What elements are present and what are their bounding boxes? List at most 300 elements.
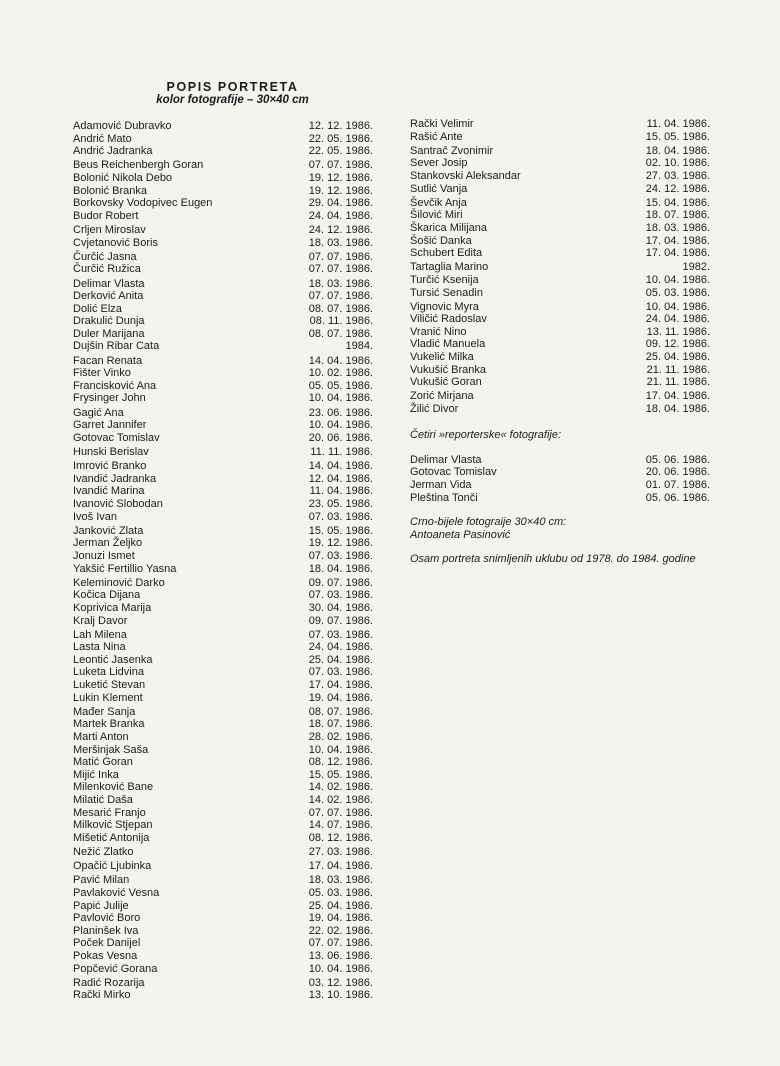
list-item: [73, 380, 373, 393]
portrait-name: Vranić Nino: [410, 325, 467, 338]
portrait-name: Zorić Mirjana: [410, 390, 474, 403]
portrait-date: 15. 04. 1986.: [645, 196, 710, 209]
portrait-name: Mesarić Franjo: [73, 806, 146, 819]
portrait-name: Čurčić Ružica: [73, 263, 141, 276]
portrait-name: Papić Julije: [73, 899, 129, 912]
portrait-date: 23. 05. 1986.: [308, 497, 373, 510]
portrait-date: 17. 04. 1986.: [308, 679, 373, 692]
list-item: [410, 157, 710, 170]
letter-group: [73, 407, 373, 445]
portrait-name: Vukušić Branka: [410, 363, 487, 376]
list-item: [410, 326, 710, 339]
letter-group: [73, 446, 373, 459]
portrait-date: 10. 04. 1986.: [645, 300, 710, 313]
list-item: [73, 525, 373, 538]
portrait-name: Meršinjak Saša: [73, 743, 149, 756]
portrait-name: Koprivica Marija: [73, 601, 152, 614]
list-item: [73, 237, 373, 250]
letter-group: [410, 118, 710, 143]
list-item: [410, 479, 710, 492]
portrait-name: Adamović Dubravko: [73, 120, 172, 132]
portrait-date: 10. 04. 1986.: [308, 392, 373, 405]
portrait-name: Mijić Inka: [73, 768, 119, 781]
portrait-date: 14. 02. 1986.: [308, 794, 373, 806]
portrait-date: 14. 07. 1986.: [308, 819, 373, 832]
list-item: [410, 364, 710, 377]
list-item: [73, 589, 373, 602]
portrait-date: 29. 04. 1986.: [308, 197, 373, 210]
portrait-name: Gagić Ana: [73, 406, 124, 419]
list-item: [410, 492, 710, 505]
page-subtitle: kolor fotografije – 30×40 cm: [156, 94, 309, 106]
portrait-name: Derković Anita: [73, 290, 144, 303]
list-item: [73, 602, 373, 615]
list-item: [73, 846, 373, 859]
list-item: [73, 485, 373, 498]
portrait-date: 01. 07. 1986.: [645, 479, 710, 491]
letter-group: [73, 224, 373, 249]
list-item: [410, 351, 710, 364]
list-item: [73, 224, 373, 237]
list-item: [73, 744, 373, 757]
portrait-name: Lah Milena: [73, 628, 127, 641]
list-item: [73, 133, 373, 146]
list-item: [73, 185, 373, 198]
bw-name: Antoaneta Pasinović: [410, 528, 511, 541]
portrait-name: Ivanović Slobodan: [73, 497, 163, 510]
portrait-date: 24. 12. 1986.: [308, 223, 373, 236]
list-item: [410, 390, 710, 403]
portrait-name: Delimar Vlasta: [73, 277, 145, 290]
letter-group: [73, 525, 373, 575]
portrait-date: 19. 12. 1986.: [308, 171, 373, 184]
portrait-date: 13. 06. 1986.: [308, 949, 373, 962]
portrait-date: 09. 07. 1986.: [308, 576, 373, 589]
portrait-date: 18. 03. 1986.: [308, 277, 373, 290]
list-item: [410, 261, 710, 274]
portrait-date: 08. 12. 1986.: [308, 831, 373, 844]
portrait-name: Nežić Zlatko: [73, 845, 134, 858]
portrait-name: Jonuzi Ismet: [73, 549, 135, 562]
portrait-date: 12. 04. 1986.: [308, 472, 373, 485]
portrait-name: Duler Marijana: [73, 327, 145, 340]
list-item: [73, 860, 373, 873]
portrait-date: 18. 04. 1986.: [645, 144, 710, 157]
list-item: [73, 419, 373, 432]
letter-group: [410, 197, 710, 260]
portrait-date: 20. 06. 1986.: [308, 431, 373, 444]
portrait-name: Ivoš Ivan: [73, 510, 118, 523]
list-item: [73, 989, 373, 1002]
list-item: [73, 367, 373, 380]
portrait-date: 07. 07. 1986.: [308, 937, 373, 950]
list-item: [410, 131, 710, 144]
portrait-date: 13. 10. 1986.: [308, 989, 373, 1002]
list-item: [73, 251, 373, 264]
reporter-list: [410, 454, 710, 504]
portrait-date: 05. 06. 1986.: [645, 453, 710, 466]
list-item: [73, 210, 373, 223]
portrait-date: 18. 03. 1986.: [308, 874, 373, 887]
right-column: [410, 118, 710, 566]
list-item: [73, 172, 373, 185]
portrait-name: Sever Josip: [410, 157, 468, 170]
portrait-name: Ševčik Anja: [410, 196, 467, 209]
portrait-date: 19. 04. 1986.: [308, 912, 373, 925]
list-item: [73, 692, 373, 705]
list-item: [73, 925, 373, 938]
right-column-list: [410, 118, 710, 416]
list-item: [73, 263, 373, 276]
portrait-date: 25. 04. 1986.: [308, 653, 373, 666]
portrait-name: Rašić Ante: [410, 130, 463, 143]
list-item: [410, 247, 710, 260]
portrait-name: Fišter Vinko: [73, 367, 131, 380]
list-item: [73, 718, 373, 731]
list-item: [73, 197, 373, 210]
portrait-date: 18. 07. 1986.: [308, 718, 373, 731]
portrait-date: 27. 03. 1986.: [308, 845, 373, 858]
portrait-date: 05. 06. 1986.: [645, 491, 710, 504]
list-item: [73, 781, 373, 794]
portrait-name: Pleština Tonči: [410, 491, 478, 504]
portrait-name: Kočica Dijana: [73, 589, 141, 602]
list-item: [73, 473, 373, 486]
portrait-name: Pavlović Boro: [73, 912, 141, 925]
portrait-date: 25. 04. 1986.: [645, 351, 710, 364]
portrait-name: Delimar Vlasta: [410, 453, 482, 466]
portrait-date: 17. 04. 1986.: [645, 234, 710, 247]
portrait-name: Vladić Manuela: [410, 338, 486, 351]
list-item: [73, 340, 373, 353]
portrait-date: 07. 07. 1986.: [308, 806, 373, 819]
portrait-name: Vignovic Myra: [410, 300, 479, 313]
portrait-name: Žilić Divor: [410, 403, 459, 416]
portrait-name: Sutlić Vanja: [410, 182, 468, 195]
reporter-heading: Četiri »reporterske« fotografije:: [410, 429, 562, 442]
portrait-date: 03. 12. 1986.: [308, 976, 373, 989]
portrait-name: Janković Zlata: [73, 524, 144, 537]
list-item: [73, 432, 373, 445]
list-item: [73, 460, 373, 473]
list-item: [73, 900, 373, 913]
list-item: [73, 303, 373, 316]
bw-heading: Crno-bijele fotograije 30×40 cm:: [410, 516, 567, 529]
left-column: [73, 120, 373, 1003]
portrait-name: Bolonić Nikola Debo: [73, 171, 173, 184]
portrait-date: 10. 02. 1986.: [308, 367, 373, 380]
portrait-name: Schubert Edita: [410, 247, 483, 260]
letter-group: [73, 629, 373, 705]
portrait-name: Čurčić Jasna: [73, 250, 137, 263]
portrait-date: 05. 03. 1986.: [308, 886, 373, 899]
list-item: [410, 235, 710, 248]
portrait-date: 24. 04. 1986.: [308, 209, 373, 222]
portrait-name: Frysinger John: [73, 392, 146, 405]
portrait-date: 10. 04. 1986.: [308, 962, 373, 975]
portrait-date: 18. 03. 1986.: [645, 221, 710, 234]
list-item: [73, 977, 373, 990]
portrait-date: 24. 12. 1986.: [645, 182, 710, 195]
letter-group: [73, 159, 373, 222]
list-item: [73, 950, 373, 963]
list-item: [410, 197, 710, 210]
portrait-date: 24. 04. 1986.: [308, 641, 373, 654]
portrait-name: Marti Anton: [73, 731, 129, 744]
portrait-name: Beus Reichenbergh Goran: [73, 159, 204, 172]
list-item: [73, 887, 373, 900]
portrait-date: 18. 04. 1986.: [308, 562, 373, 575]
portrait-date: 22. 05. 1986.: [308, 145, 373, 158]
portrait-name: Škarica Milijana: [410, 221, 488, 234]
portrait-name: Pavlaković Vesna: [73, 886, 160, 899]
portrait-name: Gotovac Tomislav: [410, 466, 497, 479]
list-item: [73, 145, 373, 158]
portrait-name: Tartaglia Marino: [410, 261, 489, 274]
list-item: [410, 183, 710, 196]
portrait-name: Imrović Branko: [73, 460, 147, 473]
portrait-date: 18. 03. 1986.: [308, 236, 373, 249]
portrait-name: Martek Branka: [73, 718, 145, 731]
list-item: [73, 120, 373, 133]
portrait-date: 07. 03. 1986.: [308, 589, 373, 602]
portrait-date: 09. 07. 1986.: [308, 614, 373, 627]
portrait-date: 09. 12. 1986.: [645, 338, 710, 351]
portrait-name: Andrić Mato: [73, 132, 132, 145]
portrait-name: Šošić Danka: [410, 234, 472, 247]
list-item: [73, 537, 373, 550]
portrait-date: 18. 04. 1986.: [645, 403, 710, 416]
portrait-date: 11. 04. 1986.: [646, 118, 710, 130]
letter-group: [73, 460, 373, 523]
list-item: [73, 912, 373, 925]
list-item: [73, 159, 373, 172]
list-item: [410, 222, 710, 235]
portrait-name: Milenković Bane: [73, 781, 154, 794]
portrait-name: Turčić Ksenija: [410, 273, 479, 286]
list-item: [73, 679, 373, 692]
portrait-name: Budor Robert: [73, 209, 139, 222]
list-item: [410, 287, 710, 300]
portrait-name: Crljen Miroslav: [73, 223, 146, 236]
portrait-date: 17. 04. 1986.: [308, 860, 373, 873]
portrait-name: Poček Danijel: [73, 937, 141, 950]
list-item: [73, 315, 373, 328]
portrait-date: 08. 07. 1986.: [308, 705, 373, 718]
letter-group: [73, 577, 373, 627]
portrait-name: Dujšin Ribar Cata: [73, 340, 160, 353]
portrait-name: Francisković Ana: [73, 379, 157, 392]
portrait-name: Luketić Stevan: [73, 679, 146, 692]
letter-group: [410, 390, 710, 415]
list-item: [410, 118, 710, 131]
list-item: [73, 769, 373, 782]
portrait-date: 11. 11. 1986.: [310, 446, 373, 458]
letter-group: [73, 278, 373, 354]
list-item: [73, 874, 373, 887]
letter-group: [410, 261, 710, 299]
portrait-date: 17. 04. 1986.: [645, 390, 710, 403]
portrait-name: Opačić Ljubinka: [73, 860, 152, 873]
portrait-name: Rački Mirko: [73, 989, 131, 1002]
portrait-name: Radić Rozarija: [73, 976, 145, 989]
letter-group: [73, 251, 373, 276]
list-item: [73, 641, 373, 654]
portrait-name: Leontić Jasenka: [73, 653, 153, 666]
portrait-name: Pavić Milan: [73, 874, 130, 887]
portrait-name: Mađer Sanja: [73, 705, 136, 718]
portrait-name: Cvjetanović Boris: [73, 236, 158, 249]
list-item: [73, 278, 373, 291]
list-item: [73, 498, 373, 511]
portrait-name: Luketa Lidvina: [73, 666, 144, 679]
portrait-name: Andrić Jadranka: [73, 145, 153, 158]
portrait-date: 05. 05. 1986.: [308, 379, 373, 392]
portrait-date: 22. 05. 1986.: [308, 132, 373, 145]
portrait-name: Hunski Berislav: [73, 446, 149, 458]
letter-group: [73, 874, 373, 975]
list-item: [73, 937, 373, 950]
list-item: [73, 666, 373, 679]
portrait-date: 11. 04. 1986.: [309, 485, 373, 498]
portrait-date: 15. 05. 1986.: [308, 524, 373, 537]
portrait-name: Ivandić Jadranka: [73, 472, 157, 485]
portrait-date: 07. 03. 1986.: [308, 510, 373, 523]
portrait-name: Planinšek Iva: [73, 924, 139, 937]
portrait-date: 07. 03. 1986.: [308, 628, 373, 641]
portrait-date: 05. 03. 1986.: [645, 286, 710, 299]
list-item: [73, 654, 373, 667]
letter-group: [73, 120, 373, 158]
letter-group: [73, 846, 373, 859]
portrait-date: 1982.: [682, 261, 710, 274]
portrait-name: Garret Jannifer: [73, 419, 147, 432]
list-item: [73, 794, 373, 807]
portrait-name: Facan Renata: [73, 354, 143, 367]
portrait-name: Santrač Zvonimir: [410, 144, 494, 157]
list-item: [73, 706, 373, 719]
portrait-date: 08. 11. 1986.: [309, 315, 373, 328]
portrait-date: 08. 07. 1986.: [308, 327, 373, 340]
portrait-date: 14. 02. 1986.: [308, 781, 373, 794]
portrait-date: 10. 04. 1986.: [308, 743, 373, 756]
portrait-date: 08. 07. 1986.: [308, 302, 373, 315]
portrait-name: Gotovac Tomislav: [73, 431, 160, 444]
portrait-date: 19. 12. 1986.: [308, 184, 373, 197]
list-item: [410, 145, 710, 158]
list-item: [73, 963, 373, 976]
page-title: POPIS PORTRETA: [166, 80, 299, 94]
portrait-date: 10. 04. 1986.: [645, 273, 710, 286]
letter-group: [73, 860, 373, 873]
list-item: [410, 403, 710, 416]
portrait-name: Borkovsky Vodopivec Eugen: [73, 197, 213, 210]
portrait-name: Viličić Radoslav: [410, 313, 487, 326]
list-item: [410, 466, 710, 479]
list-item: [73, 819, 373, 832]
portrait-date: 18. 07. 1986.: [645, 209, 710, 222]
portrait-date: 19. 04. 1986.: [308, 691, 373, 704]
portrait-name: Ivandić Marina: [73, 485, 145, 498]
portrait-date: 27. 03. 1986.: [645, 169, 710, 182]
letter-group: [410, 145, 710, 195]
portrait-date: 02. 10. 1986.: [645, 157, 710, 170]
portrait-name: Yakšić Fertillio Yasna: [73, 562, 177, 575]
portrait-date: 19. 12. 1986.: [308, 537, 373, 550]
portrait-date: 30. 04. 1986.: [308, 601, 373, 614]
club-note: Osam portreta snimljenih uklubu od 1978. do 1984. godine: [410, 553, 696, 566]
list-item: [73, 577, 373, 590]
portrait-name: Rački Velimir: [410, 118, 474, 130]
portrait-name: Vukušić Goran: [410, 376, 482, 389]
portrait-name: Matić Goran: [73, 756, 133, 769]
portrait-date: 23. 06. 1986.: [308, 406, 373, 419]
letter-group: [73, 977, 373, 1002]
portrait-name: Lukin Klement: [73, 691, 143, 704]
portrait-date: 25. 04. 1986.: [308, 899, 373, 912]
portrait-name: Jerman Vida: [410, 479, 472, 491]
list-item: [73, 446, 373, 459]
portrait-date: 14. 04. 1986.: [308, 460, 373, 473]
portrait-name: Keleminović Darko: [73, 576, 165, 589]
portrait-date: 07. 03. 1986.: [308, 549, 373, 562]
portrait-name: Stankovski Aleksandar: [410, 169, 521, 182]
portrait-date: 21. 11. 1986.: [646, 363, 710, 376]
portrait-date: 1984.: [345, 340, 373, 353]
list-item: [410, 301, 710, 314]
list-item: [410, 313, 710, 326]
list-item: [410, 209, 710, 222]
list-item: [410, 170, 710, 183]
portrait-date: 07. 03. 1986.: [308, 666, 373, 679]
letter-group: [410, 301, 710, 389]
portrait-date: 12. 12. 1986.: [308, 120, 373, 132]
portrait-name: Mišetić Antonija: [73, 831, 150, 844]
portrait-date: 21. 11. 1986.: [646, 376, 710, 389]
portrait-date: 07. 07. 1986.: [308, 250, 373, 263]
portrait-name: Drakulić Dunja: [73, 315, 145, 328]
portrait-date: 13. 11. 1986.: [646, 325, 710, 338]
letter-group: [73, 706, 373, 845]
list-item: [73, 407, 373, 420]
list-item: [73, 328, 373, 341]
portrait-date: 14. 04. 1986.: [308, 354, 373, 367]
portrait-date: 15. 05. 1986.: [645, 130, 710, 143]
list-item: [410, 338, 710, 351]
portrait-name: Jerman Željko: [73, 537, 143, 550]
list-item: [73, 756, 373, 769]
portrait-name: Pokas Vesna: [73, 949, 138, 962]
portrait-date: 07. 07. 1986.: [308, 290, 373, 303]
list-item: [73, 392, 373, 405]
list-item: [73, 355, 373, 368]
portrait-date: 10. 04. 1986.: [308, 419, 373, 432]
portrait-date: 24. 04. 1986.: [645, 313, 710, 326]
list-item: [73, 615, 373, 628]
portrait-name: Bolonić Branka: [73, 184, 147, 197]
portrait-name: Vukelić Milka: [410, 351, 474, 364]
portrait-name: Tursić Senadin: [410, 286, 483, 299]
portrait-date: 17. 04. 1986.: [645, 247, 710, 260]
list-item: [73, 550, 373, 563]
portrait-name: Lasta Nina: [73, 641, 126, 654]
title-block: [145, 80, 320, 107]
list-item: [73, 731, 373, 744]
portrait-name: Kralj Davor: [73, 614, 128, 627]
portrait-name: Dolić Elza: [73, 302, 122, 315]
portrait-date: 15. 05. 1986.: [308, 768, 373, 781]
list-item: [410, 376, 710, 389]
